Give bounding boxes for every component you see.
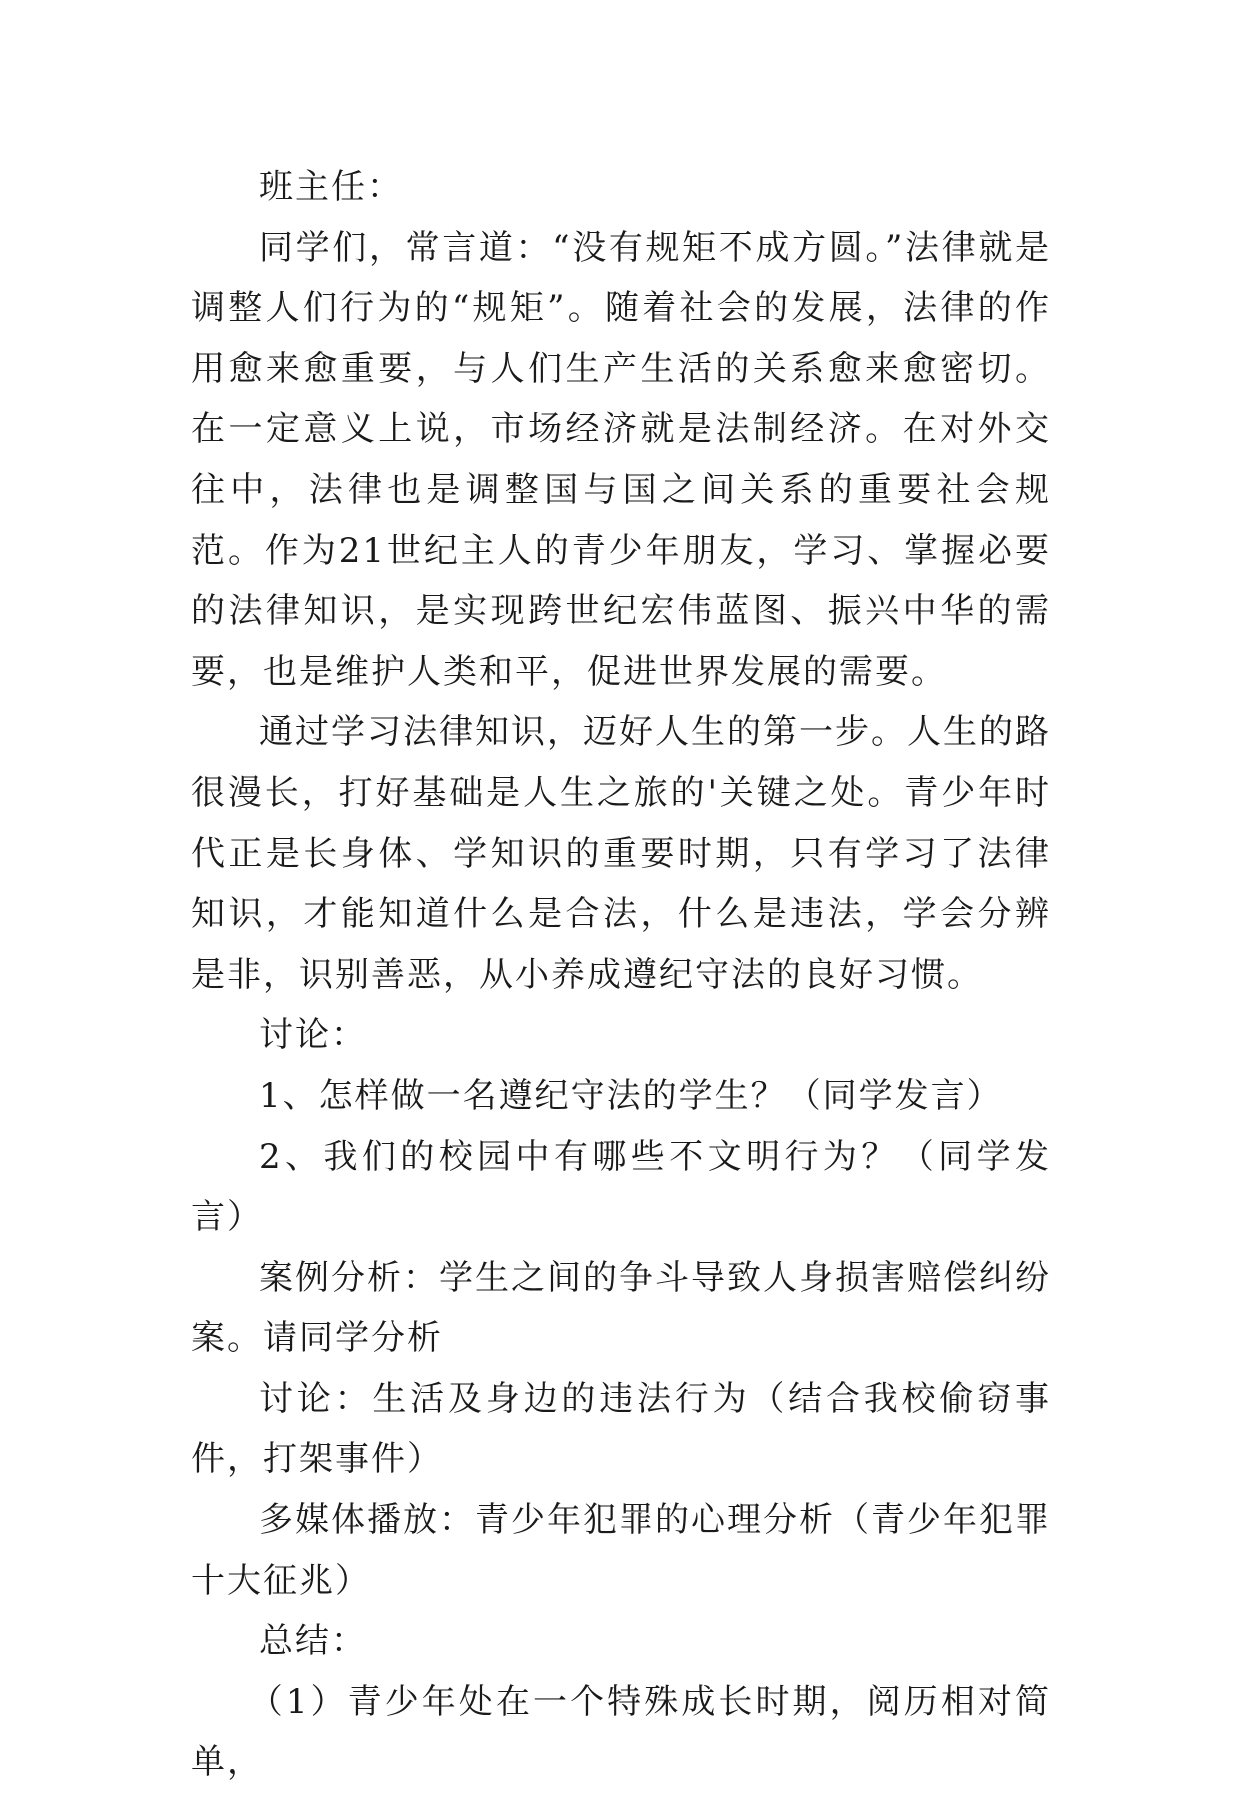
paragraph-summary-point-1: （1）青少年处在一个特殊成长时期，阅历相对简单， — [191, 1681, 1051, 1783]
paragraph-question-1: 1、怎样做一名遵纪守法的学生？（同学发言） — [259, 1075, 1003, 1116]
paragraph-teacher-label: 班主任： — [259, 167, 403, 207]
document-body — [191, 157, 1051, 1793]
paragraph-case-analysis: 案例分析：学生之间的争斗导致人身损害赔偿纠纷案。请同学分析 — [191, 1257, 1051, 1359]
paragraph-multimedia: 多媒体播放：青少年犯罪的心理分析（青少年犯罪十大征兆） — [191, 1500, 1051, 1601]
paragraph-summary-label: 总结： — [259, 1621, 367, 1662]
paragraph-first-step: 通过学习法律知识，迈好人生的第一步。人生的路很漫长，打好基础是人生之旅的'关键之处。青少年时代正是长身体、学知识的重要时期，只有学习了法律知识，才能知道什么是合法，什么是违法，学会分辨是非，识别善恶，从小养成遵纪守法的良好习惯。 — [191, 712, 1051, 995]
paragraph-discussion-label: 讨论： — [259, 1015, 367, 1056]
paragraph-law-intro: 同学们，常言道：“没有规矩不成方圆。”法律就是调整人们行为的“规矩”。随着社会的发展，法律的作用愈来愈重要，与人们生产生活的关系愈来愈密切。在一定意义上说，市场经济就是法制经济。在对外交往中，法律也是调整国与国之间关系的重要社会规范。作为21世纪主人的青少年朋友，学习、掌握必要的法律知识，是实现跨世纪宏伟蓝图、振兴中华的需要，也是维护人类和平，促进世界发展的需要。 — [191, 227, 1051, 692]
paragraph-discussion-illegal: 讨论：生活及身边的违法行为（结合我校偷窃事件，打架事件） — [191, 1378, 1051, 1480]
paragraph-question-2: 2、我们的校园中有哪些不文明行为？（同学发言） — [191, 1136, 1051, 1238]
